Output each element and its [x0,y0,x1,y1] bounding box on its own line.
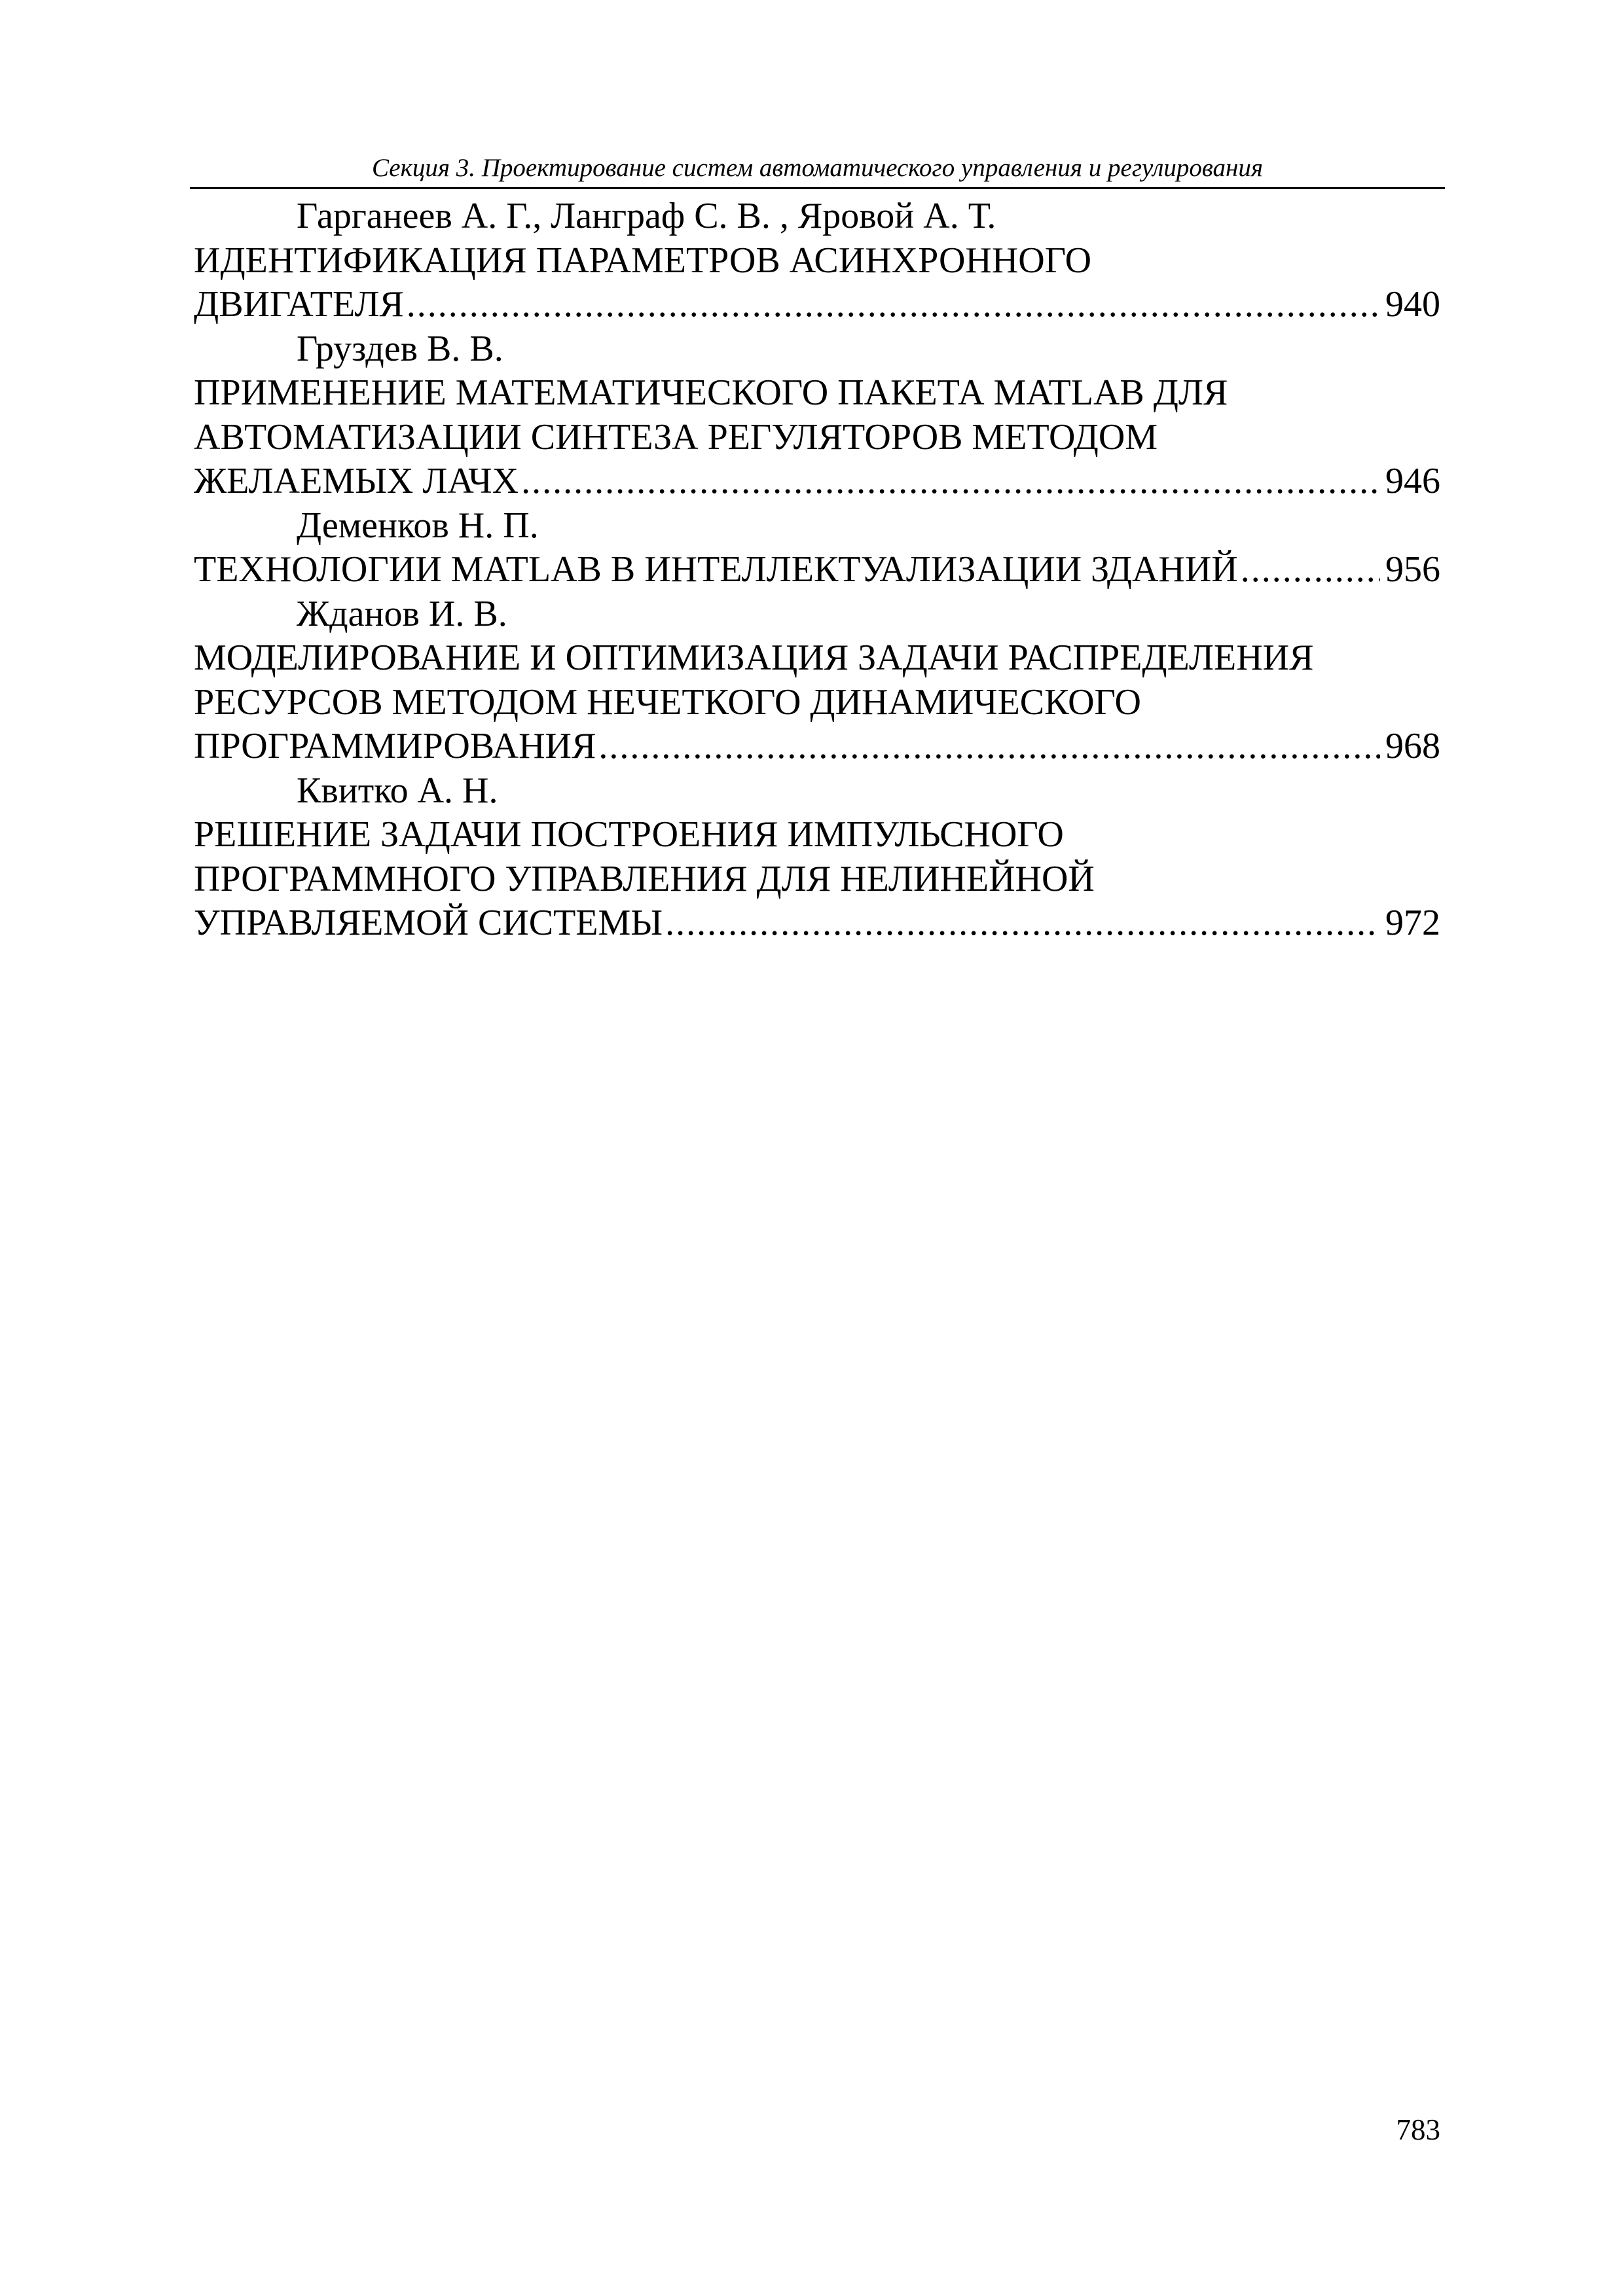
toc-entry-page[interactable]: 968 [1385,726,1440,766]
toc-entry-title-end: УПРАВЛЯЕМОЙ СИСТЕМЫ [194,903,663,943]
toc-entry-title-last-line [194,901,1440,946]
toc-entry-authors: Гарганеев А. Г., Ланграф С. В. , Яровой А. Т. [297,196,996,236]
toc-entry-title-end: ЖЕЛАЕМЫХ ЛАЧХ [194,461,519,501]
toc-entry[interactable] [194,504,1440,592]
dot-leader [665,901,1380,946]
toc-entry-title-line: ПРИМЕНЕНИЕ МАТЕМАТИЧЕСКОГО ПАКЕТА MATLAB ДЛЯ [194,372,1228,413]
toc-entry-title-line: ИДЕНТИФИКАЦИЯ ПАРАМЕТРОВ АСИНХРОННОГО [194,240,1092,281]
toc-entry-title-line: РЕШЕНИЕ ЗАДАЧИ ПОСТРОЕНИЯ ИМПУЛЬСНОГО [194,814,1064,855]
toc-entry[interactable] [194,194,1440,327]
toc-entry-page[interactable]: 940 [1385,284,1440,325]
dot-leader [407,283,1380,327]
toc-entry-title-last-line [194,548,1440,592]
dot-leader [598,725,1380,769]
toc-entry-title-end: ТЕХНОЛОГИИ MATLAB В ИНТЕЛЛЕКТУАЛИЗАЦИИ ЗДАНИЙ [194,549,1238,590]
toc-entry-page[interactable]: 972 [1385,903,1440,943]
page-number: 783 [1396,2113,1440,2146]
running-title: Секция 3. Проектирование систем автоматического управления и регулирования [372,154,1263,182]
toc-entry-title-last-line [194,283,1440,327]
table-of-contents [194,194,1440,946]
toc-entry-title-end: ПРОГРАММИРОВАНИЯ [194,726,596,766]
toc-entry-title-end: ДВИГАТЕЛЯ [194,284,404,325]
toc-entry-title-line: ПРОГРАММНОГО УПРАВЛЕНИЯ ДЛЯ НЕЛИНЕЙНОЙ [194,858,1095,899]
toc-entry-authors: Жданов И. В. [297,593,507,634]
dot-leader [1241,548,1380,592]
toc-entry-page[interactable]: 956 [1385,549,1440,590]
toc-entry[interactable] [194,327,1440,504]
toc-entry-authors: Деменков Н. П. [297,505,539,546]
dot-leader [521,459,1380,504]
page-header [190,147,1445,189]
toc-entry-page[interactable]: 946 [1385,461,1440,501]
toc-entry-title-last-line [194,459,1440,504]
toc-entry-title-last-line [194,725,1440,769]
toc-entry-title-line: МОДЕЛИРОВАНИЕ И ОПТИМИЗАЦИЯ ЗАДАЧИ РАСПРЕДЕЛЕНИЯ [194,637,1314,678]
toc-entry-authors: Груздев В. В. [297,328,503,369]
toc-entry-authors: Квитко А. Н. [297,770,498,811]
toc-entry[interactable] [194,769,1440,946]
toc-entry[interactable] [194,592,1440,769]
toc-entry-title-line: РЕСУРСОВ МЕТОДОМ НЕЧЕТКОГО ДИНАМИЧЕСКОГО [194,681,1141,723]
toc-entry-title-line: АВТОМАТИЗАЦИИ СИНТЕЗА РЕГУЛЯТОРОВ МЕТОДОМ [194,416,1158,457]
